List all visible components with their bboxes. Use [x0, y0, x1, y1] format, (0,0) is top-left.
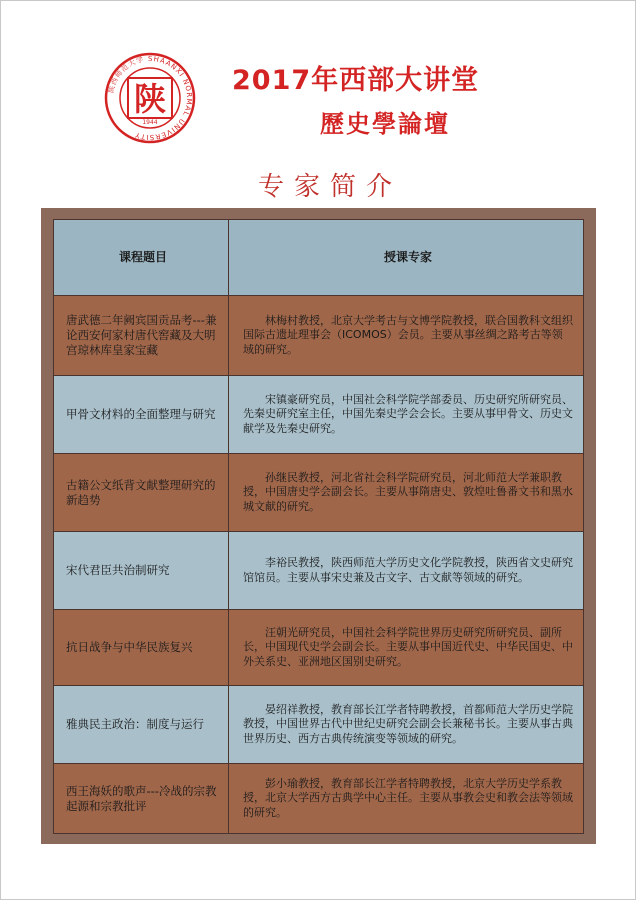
course-title: 雅典民主政治：制度与运行 — [54, 686, 229, 763]
table-row — [54, 376, 583, 454]
header-expert: 授课专家 — [383, 250, 432, 265]
section-title: 专家简介 — [258, 172, 403, 202]
svg-text:陕西师范大学 SHAANXI NORMAL UNIVERSI: 陕西师范大学 SHAANXI NORMAL UNIVERSITY — [107, 54, 194, 142]
expert-table-frame — [41, 208, 596, 844]
expert-bio: 林梅村教授，北京大学考古与文博学院教授，联合国教科文组织国际古遗址理事会（ICOMOS）会员。主要从事丝绸之路考古等领域的研究。 — [243, 313, 573, 356]
table-row — [54, 532, 583, 610]
course-title: 抗日战争与中华民族复兴 — [54, 610, 229, 685]
table-row — [54, 454, 583, 532]
expert-table — [53, 219, 584, 834]
table-row — [54, 610, 583, 686]
expert-bio: 彭小瑜教授，教育部长江学者特聘教授，北京大学历史学系教授，北京大学西方古典学中心主任。主要从事教会史和教会法等领域的研究。 — [243, 776, 573, 819]
svg-text:1944: 1944 — [142, 119, 158, 126]
course-title: 唐武德二年阙宾国贡品考---兼论西安何家村唐代窖藏及大明宫琼林库皇家宝藏 — [54, 296, 229, 375]
svg-text:陕: 陕 — [133, 80, 167, 118]
table-row — [54, 764, 583, 833]
course-title: 古籍公文纸背文献整理研究的新趋势 — [54, 454, 229, 531]
course-title: 西王海妖的歌声---冷战的宗教起源和宗教批评 — [54, 764, 229, 833]
expert-bio: 宋镇豪研究员，中国社会科学院学部委员、历史研究所研究员、先秦史研究室主任，中国先秦史学会会长。主要从事甲骨文、历史文献学及先秦史研究。 — [243, 392, 573, 435]
expert-bio: 孙继民教授，河北省社会科学院研究员，河北师范大学兼职教授，中国唐史学会副会长。主要从事隋唐史、敦煌吐鲁番文书和黑水城文献的研究。 — [243, 470, 573, 513]
header-course: 课程题目 — [54, 220, 229, 295]
table-row — [54, 296, 583, 376]
page-subtitle: 歷史學論壇 — [320, 109, 450, 138]
course-title: 甲骨文材料的全面整理与研究 — [54, 376, 229, 453]
expert-bio: 李裕民教授，陕西师范大学历史文化学院教授，陕西省文史研究馆馆员。主要从事宋史兼及古文字、古文献等领域的研究。 — [243, 556, 573, 584]
page-title: 2017年西部大讲堂 — [232, 65, 480, 96]
expert-bio: 晏绍祥教授，教育部长江学者特聘教授，首都师范大学历史学院教授，中国世界古代中世纪史研究会副会长兼秘书长。主要从事古典世界历史、西方古典传统演变等领域的研究。 — [243, 702, 573, 745]
course-title: 宋代君臣共治制研究 — [54, 532, 229, 609]
table-row — [54, 686, 583, 764]
table-header-row — [54, 220, 583, 296]
university-seal-logo — [104, 52, 196, 144]
expert-bio: 汪朝光研究员，中国社会科学院世界历史研究所研究员、副所长，中国现代史学会副会长。主要从事中国近代史、中华民国史、中外关系史、亚洲地区国别史研究。 — [243, 625, 573, 668]
